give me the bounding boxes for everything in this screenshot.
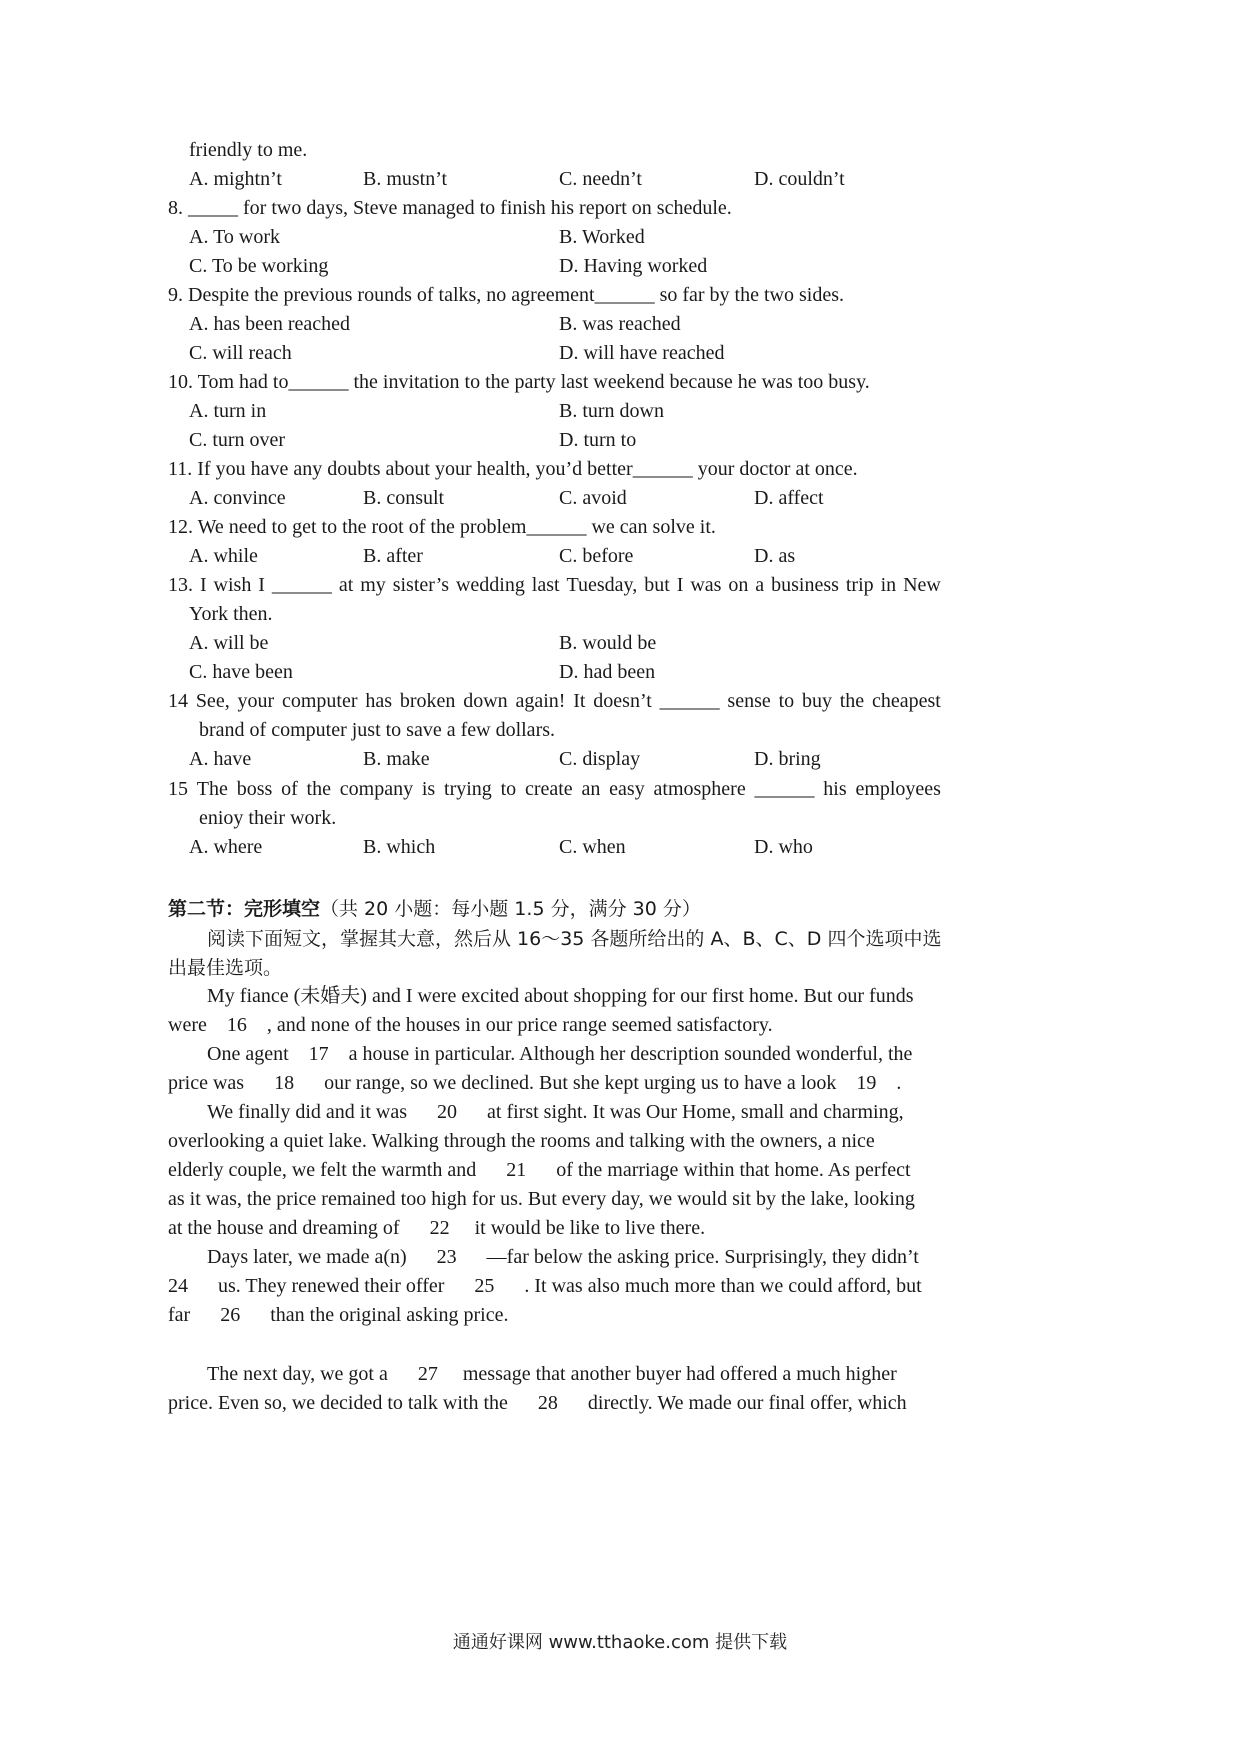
q7-option-b: B. mustn’t [363, 168, 448, 190]
q7-option-a: A. mightn’t [189, 168, 282, 190]
q12-option-c: C. before [559, 545, 634, 567]
q9-option-b: B. was reached [559, 313, 681, 335]
q11-option-b: B. consult [363, 487, 445, 509]
q9-stem: 9. Despite the previous rounds of talks, no agreement______ so far by the two sides. [168, 284, 844, 306]
passage-p3-line1: We finally did and it was 20 at first sight. It was Our Home, small and charming, [207, 1101, 904, 1123]
page-footer: 通通好课网 www.tthaoke.com 提供下载 [452, 1632, 788, 1653]
q15-option-c: C. when [559, 836, 626, 858]
q13-stem: 13. I wish I ______ at my sister’s wedding last Tuesday, but I was on a business trip in New [168, 574, 941, 596]
passage-p3-line5: at the house and dreaming of 22 it would be like to live there. [168, 1217, 706, 1239]
q13-option-c: C. have been [189, 661, 293, 683]
q12-option-a: A. while [189, 545, 258, 567]
q9-option-c: C. will reach [189, 342, 292, 364]
q14-option-c: C. display [559, 748, 641, 770]
section-heading [168, 896, 701, 922]
q14-stem-continuation: brand of computer just to save a few dollars. [199, 719, 556, 741]
passage-p1-line1: My fiance (未婚夫) and I were excited about shopping for our first home. But our funds [207, 985, 914, 1007]
q11-option-d: D. affect [754, 487, 824, 509]
q9-option-a: A. has been reached [189, 313, 351, 335]
q11-option-c: C. avoid [559, 487, 627, 509]
q10-option-d: D. turn to [559, 429, 637, 451]
q14-stem: 14 See, your computer has broken down again! It doesn’t ______ sense to buy the cheapest [168, 690, 941, 712]
q12-option-d: D. as [754, 545, 796, 567]
q8-option-b: B. Worked [559, 226, 645, 248]
passage-p4-line2: 24 us. They renewed their offer 25 . It was also much more than we could afford, but [168, 1275, 922, 1297]
q15-stem-continuation: enioy their work. [199, 807, 337, 829]
q8-stem: 8. _____ for two days, Steve managed to finish his report on schedule. [168, 197, 732, 219]
q7-stem-continuation: friendly to me. [189, 139, 308, 161]
passage-p3-line4: as it was, the price remained too high for us. But every day, we would sit by the lake, looking [168, 1188, 915, 1210]
q12-stem: 12. We need to get to the root of the problem______ we can solve it. [168, 516, 716, 538]
q10-stem: 10. Tom had to______ the invitation to the party last weekend because he was too busy. [168, 371, 870, 393]
q9-option-d: D. will have reached [559, 342, 725, 364]
q15-stem: 15 The boss of the company is trying to create an easy atmosphere ______ his employees [168, 778, 941, 800]
q14-option-b: B. make [363, 748, 430, 770]
q7-option-d: D. couldn’t [754, 168, 845, 190]
q8-option-a: A. To work [189, 226, 281, 248]
section-title: 第二节：完形填空 [168, 898, 321, 920]
q8-option-c: C. To be working [189, 255, 329, 277]
passage-p5-line1: The next day, we got a 27 message that another buyer had offered a much higher [207, 1363, 897, 1385]
q13-stem-continuation: York then. [189, 603, 273, 625]
q15-option-d: D. who [754, 836, 813, 858]
q7-option-c: C. needn’t [559, 168, 642, 190]
passage-p2-line1: One agent 17 a house in particular. Although her description sounded wonderful, the [207, 1043, 913, 1065]
q10-option-b: B. turn down [559, 400, 664, 422]
q13-option-d: D. had been [559, 661, 656, 683]
q14-option-a: A. have [189, 748, 252, 770]
passage-p1-line2: were 16 , and none of the houses in our price range seemed satisfactory. [168, 1014, 773, 1036]
q13-option-b: B. would be [559, 632, 657, 654]
passage-p4-line1: Days later, we made a(n) 23 —far below the asking price. Surprisingly, they didn’t [207, 1246, 919, 1268]
q10-option-c: C. turn over [189, 429, 286, 451]
passage-p2-line2: price was 18 our range, so we declined. But she kept urging us to have a look 19 . [168, 1072, 902, 1094]
passage-p4-line3: far 26 than the original asking price. [168, 1304, 509, 1326]
section-instruction-line2: 出最佳选项。 [168, 957, 283, 979]
q8-option-d: D. Having worked [559, 255, 708, 277]
q14-option-d: D. bring [754, 748, 821, 770]
passage-p3-line3: elderly couple, we felt the warmth and 21 of the marriage within that home. As perfect [168, 1159, 911, 1181]
q10-option-a: A. turn in [189, 400, 267, 422]
q15-option-a: A. where [189, 836, 263, 858]
section-instruction-line1: 阅读下面短文，掌握其大意，然后从 16～35 各题所给出的 A、B、C、D 四个选项中选 [207, 928, 942, 950]
passage-p5-line2: price. Even so, we decided to talk with the 28 directly. We made our final offer, which [168, 1392, 907, 1414]
q12-option-b: B. after [363, 545, 423, 567]
q13-option-a: A. will be [189, 632, 269, 654]
passage-p3-line2: overlooking a quiet lake. Walking through the rooms and talking with the owners, a nice [168, 1130, 875, 1152]
q11-stem: 11. If you have any doubts about your health, you’d better______ your doctor at once. [168, 458, 858, 480]
q15-option-b: B. which [363, 836, 436, 858]
q11-option-a: A. convince [189, 487, 286, 509]
section-scoring-note: （共 20 小题：每小题 1.5 分，满分 30 分） [320, 898, 701, 920]
